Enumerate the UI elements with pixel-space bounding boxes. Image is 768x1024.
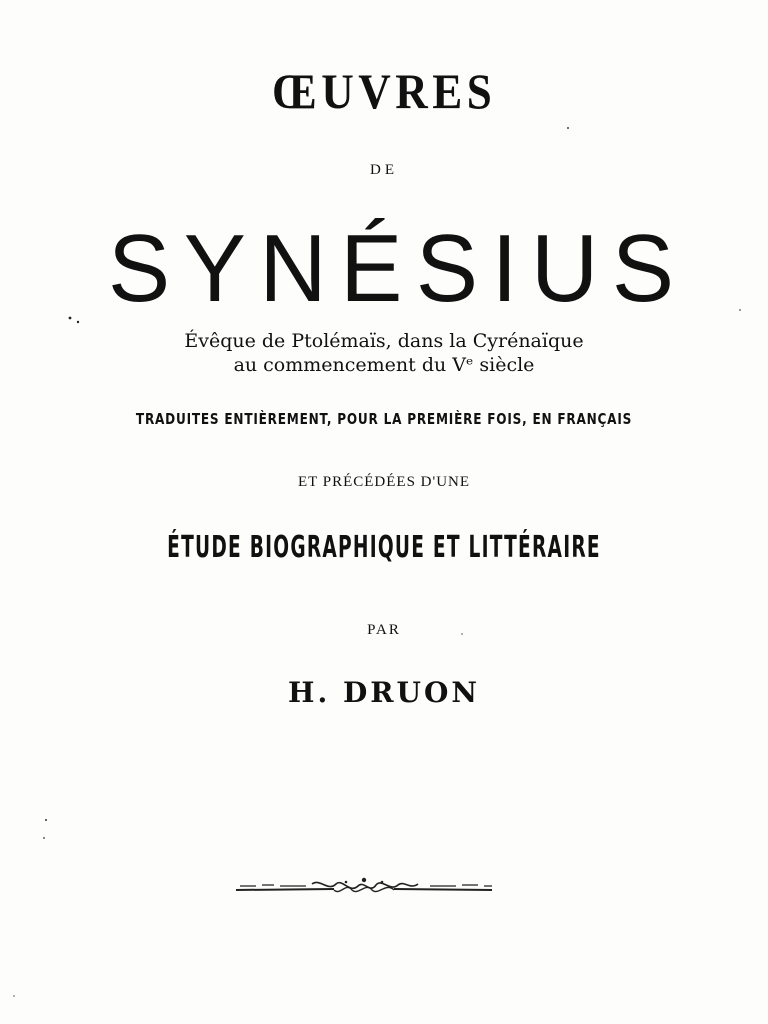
subtitle-line-2: au commencement du Vᵉ siècle — [233, 354, 535, 376]
translation-note: TRADUITES ENTIÈREMENT, POUR LA PREMIÈRE FOIS, EN FRANÇAIS — [135, 410, 633, 428]
study-title: ÉTUDE BIOGRAPHIQUE ET LITTÉRAIRE — [167, 530, 601, 565]
preceded-line: ET PRÉCÉDÉES D'UNE — [297, 474, 471, 490]
translator-name: H. DRUON — [288, 676, 480, 709]
works-heading: ŒUVRES — [271, 63, 497, 119]
by-word: PAR — [367, 622, 401, 638]
of-word: DE — [370, 162, 398, 178]
author-name-title: SYNÉSIUS — [108, 215, 688, 322]
subtitle-line-1: Évêque de Ptolémaïs, dans la Cyrénaïque — [184, 330, 584, 352]
scroll-flourish-divider-icon — [234, 872, 496, 902]
